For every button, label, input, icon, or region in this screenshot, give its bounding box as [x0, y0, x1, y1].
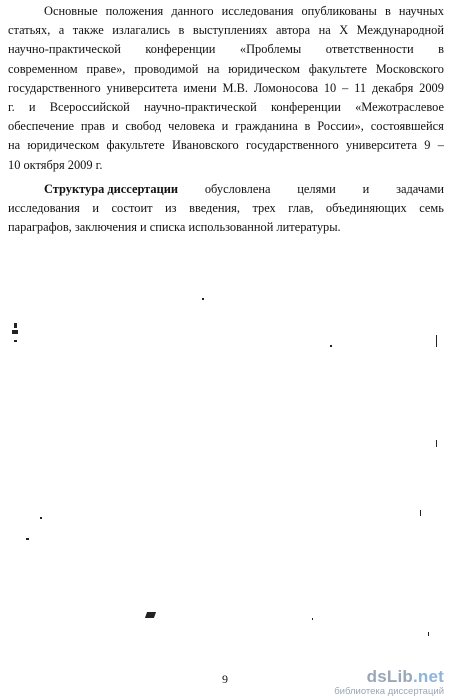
- word: гражданина: [235, 119, 298, 134]
- scan-speck: [145, 612, 156, 618]
- word: проводимой: [134, 61, 199, 76]
- word: трех: [252, 200, 276, 215]
- paragraph-1-line-6: [8, 98, 444, 117]
- word: «Проблемы: [239, 42, 302, 57]
- word: научных: [398, 4, 444, 18]
- word: современном: [8, 61, 78, 76]
- word: и: [362, 181, 370, 196]
- word: на: [318, 23, 331, 38]
- word: –: [342, 80, 349, 95]
- word: конференции: [145, 42, 216, 57]
- word: излагались: [112, 23, 171, 38]
- word: юридическом: [27, 138, 100, 153]
- word: целями: [297, 181, 336, 196]
- word: Московского: [375, 61, 444, 76]
- word: научно-практической: [143, 99, 257, 114]
- word: факультете: [106, 138, 165, 153]
- word: Международной: [356, 23, 444, 38]
- word: ответственности: [325, 42, 414, 57]
- word: университета: [106, 80, 178, 95]
- paragraph-1-line-2: [8, 21, 444, 40]
- word: –: [437, 138, 444, 153]
- word: М.В.: [222, 80, 248, 95]
- word: «Межотраслевое: [355, 99, 444, 114]
- word: человека: [168, 119, 215, 134]
- word: Ломоносова: [253, 80, 318, 95]
- word: научно-практической: [8, 42, 121, 57]
- word: опубликованы: [301, 4, 377, 18]
- paragraph-2-line-1: [8, 180, 444, 199]
- word: 9: [424, 138, 431, 153]
- dslib-caption: библиотека диссертаций: [334, 686, 444, 697]
- scan-speck: [312, 618, 313, 620]
- paragraph-1-line-8: [8, 136, 444, 155]
- word: свобод: [125, 119, 162, 134]
- paragraph-1-line-5: [8, 79, 444, 98]
- word: исследования: [221, 4, 294, 18]
- scan-speck: [12, 330, 18, 334]
- word: состоит: [111, 200, 153, 215]
- word: и: [92, 200, 99, 215]
- word: введения,: [189, 200, 240, 215]
- scan-speck: [436, 440, 437, 447]
- word: статьях,: [8, 23, 51, 38]
- structure-heading: Структура диссертации: [44, 181, 179, 196]
- paragraph-1-line-7: [8, 117, 444, 136]
- word: государственного: [246, 138, 339, 153]
- paragraph-1-line-9: 10 октября 2009 г.: [8, 157, 103, 172]
- word: выступлениях: [192, 23, 268, 38]
- paragraph-1-line-1: [8, 2, 444, 21]
- word: объединяющих: [325, 200, 407, 215]
- word: праве»,: [86, 61, 126, 76]
- scan-speck: [428, 632, 429, 636]
- word: 2009: [419, 80, 444, 95]
- word: 10: [323, 80, 337, 95]
- word: задачами: [396, 181, 444, 196]
- scan-speck: [26, 538, 29, 540]
- word: г.: [8, 99, 15, 114]
- word: Основные: [44, 4, 98, 18]
- word: на: [8, 138, 21, 153]
- word: в: [438, 42, 444, 57]
- paragraph-1-line-4: [8, 60, 444, 79]
- word: имени: [183, 80, 217, 95]
- word: автора: [275, 23, 311, 38]
- paragraph-1-line-3: [8, 40, 444, 59]
- word: государственного: [8, 80, 101, 95]
- word: обусловлена: [204, 181, 271, 196]
- word: декабря: [371, 80, 414, 95]
- paragraph-2-line-3: параграфов, заключения и списка использованной литературы.: [8, 220, 341, 235]
- word: и: [28, 99, 36, 114]
- scan-speck: [436, 335, 437, 347]
- word: из: [165, 200, 177, 215]
- dslib-logo-tld: .net: [412, 667, 444, 686]
- word: на: [207, 61, 220, 76]
- word: в: [178, 23, 185, 38]
- word: и: [221, 119, 229, 134]
- dslib-logo: [367, 668, 444, 685]
- dslib-logo-main: dsLib: [366, 667, 413, 686]
- word: глав,: [288, 200, 314, 215]
- word: также: [72, 23, 104, 38]
- dslib-watermark: [326, 668, 444, 698]
- word: в: [304, 119, 311, 134]
- word: семь: [419, 200, 444, 215]
- scan-speck: [40, 517, 42, 519]
- word: и: [111, 119, 119, 134]
- word: России»,: [317, 119, 364, 134]
- word: факультете: [308, 61, 367, 76]
- word: положения: [105, 4, 164, 18]
- word: в: [384, 4, 391, 18]
- paragraph-2-line-2: [8, 199, 444, 218]
- scan-speck: [202, 298, 204, 300]
- scan-speck: [420, 510, 421, 516]
- word: прав: [80, 119, 105, 134]
- scan-speck: [330, 345, 332, 347]
- word: обеспечение: [8, 119, 74, 134]
- page-number: 9: [222, 672, 228, 686]
- word: юридическом: [228, 61, 300, 76]
- word: 11: [354, 80, 367, 95]
- word: конференции: [270, 99, 341, 114]
- body-text: [8, 2, 444, 237]
- word: исследования: [8, 200, 80, 215]
- word: данного: [171, 4, 214, 18]
- word: Ивановского: [171, 138, 239, 153]
- scan-speck: [14, 340, 17, 342]
- word: а: [58, 23, 65, 38]
- word: университета: [345, 138, 418, 153]
- word: Всероссийской: [49, 99, 130, 114]
- word: X: [339, 23, 349, 38]
- scan-speck: [14, 323, 17, 328]
- word: состоявшейся: [370, 119, 444, 134]
